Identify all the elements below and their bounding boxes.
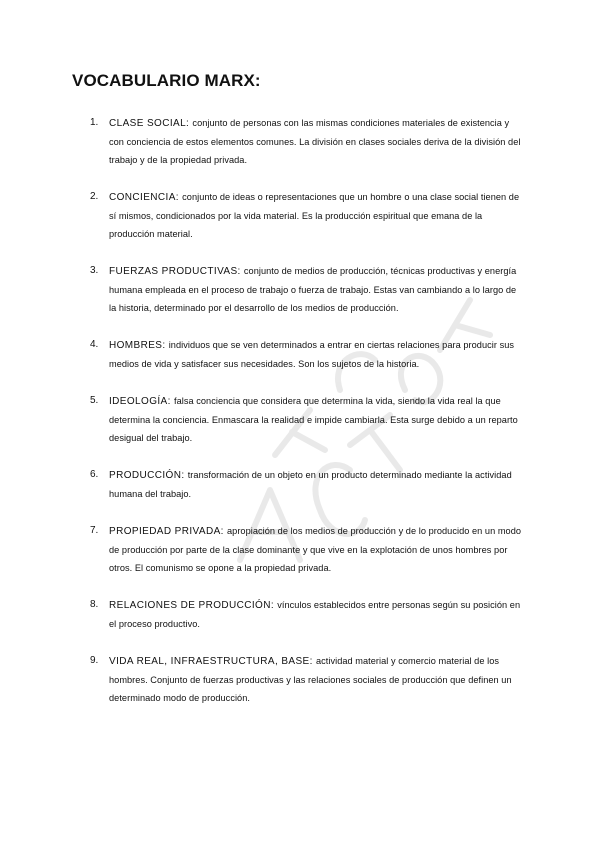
item-number: 8. xyxy=(90,599,99,610)
item-number: 4. xyxy=(90,339,99,350)
document-title: VOCABULARIO MARX: xyxy=(72,71,261,90)
list-item xyxy=(0,392,600,447)
list-item xyxy=(0,522,600,577)
item-term: CONCIENCIA: xyxy=(109,192,183,203)
vocabulary-list xyxy=(0,114,600,726)
item-number: 6. xyxy=(90,469,99,480)
item-definition: conjunto de ideas o representaciones que un hombre o una clase social tienen de sí mismos, condicionados por la vida material. Es la producción espiritual que emana de la producción material. xyxy=(109,192,520,239)
item-definition: actividad material y comercio material de los hombres. Conjunto de fuerzas productivas y las relaciones sociales de producción que definen un determinado modo de producción. xyxy=(109,656,512,703)
list-item xyxy=(0,114,600,169)
item-term: IDEOLOGÍA: xyxy=(109,396,174,407)
item-number: 2. xyxy=(90,191,99,202)
item-term: FUERZAS PRODUCTIVAS: xyxy=(109,266,244,277)
item-number: 5. xyxy=(90,395,99,406)
list-item xyxy=(0,466,600,503)
item-definition: apropiación de los medios de producción y de lo producido en un modo de producción por parte de la clase dominante y que vive en la explotación de unos hombres por otros. El comunismo se opone a la propiedad privada. xyxy=(109,526,522,573)
item-number: 9. xyxy=(90,655,99,666)
item-term: CLASE SOCIAL: xyxy=(109,118,193,129)
item-text xyxy=(109,522,525,577)
item-text xyxy=(109,652,525,707)
item-text xyxy=(109,336,525,373)
item-number: 3. xyxy=(90,265,99,276)
item-definition: transformación de un objeto en un producto determinado mediante la actividad humana del trabajo. xyxy=(109,470,512,499)
item-definition: vínculos establecidos entre personas según su posición en el proceso productivo. xyxy=(109,600,521,629)
item-definition: conjunto de medios de producción, técnicas productivas y energía humana empleada en el proceso de trabajo o fuerza de trabajo. Estas van cambiando a lo largo de la historia, determinado por el desarrollo de los medios de producción. xyxy=(109,266,517,313)
item-term: PRODUCCIÓN: xyxy=(109,470,188,481)
item-number: 1. xyxy=(90,117,99,128)
item-text xyxy=(109,262,525,317)
list-item xyxy=(0,596,600,633)
item-text xyxy=(109,466,525,503)
item-number: 7. xyxy=(90,525,99,536)
item-term: RELACIONES DE PRODUCCIÓN: xyxy=(109,600,278,611)
list-item xyxy=(0,262,600,317)
list-item xyxy=(0,336,600,373)
item-term: HOMBRES: xyxy=(109,340,169,351)
item-definition: falsa conciencia que considera que determina la vida, siendo la vida real la que determina la conciencia. Enmascara la realidad e impide cambiarla. Esta surge debido a un reparto desigual del trabajo. xyxy=(109,396,518,443)
list-item xyxy=(0,652,600,707)
item-definition: individuos que se ven determinados a entrar en ciertas relaciones para producir sus medios de vida y satisfacer sus necesidades. Son los sujetos de la historia. xyxy=(109,340,515,369)
item-term: PROPIEDAD PRIVADA: xyxy=(109,526,227,537)
item-text xyxy=(109,596,525,633)
item-text xyxy=(109,114,525,169)
item-text xyxy=(109,392,525,447)
list-item xyxy=(0,188,600,243)
item-term: VIDA REAL, INFRAESTRUCTURA, BASE: xyxy=(109,656,316,667)
item-definition: conjunto de personas con las mismas condiciones materiales de existencia y con conciencia de estos elementos comunes. La división en clases sociales deriva de la división del trabajo y de la propiedad privada. xyxy=(109,118,521,165)
item-text xyxy=(109,188,525,243)
